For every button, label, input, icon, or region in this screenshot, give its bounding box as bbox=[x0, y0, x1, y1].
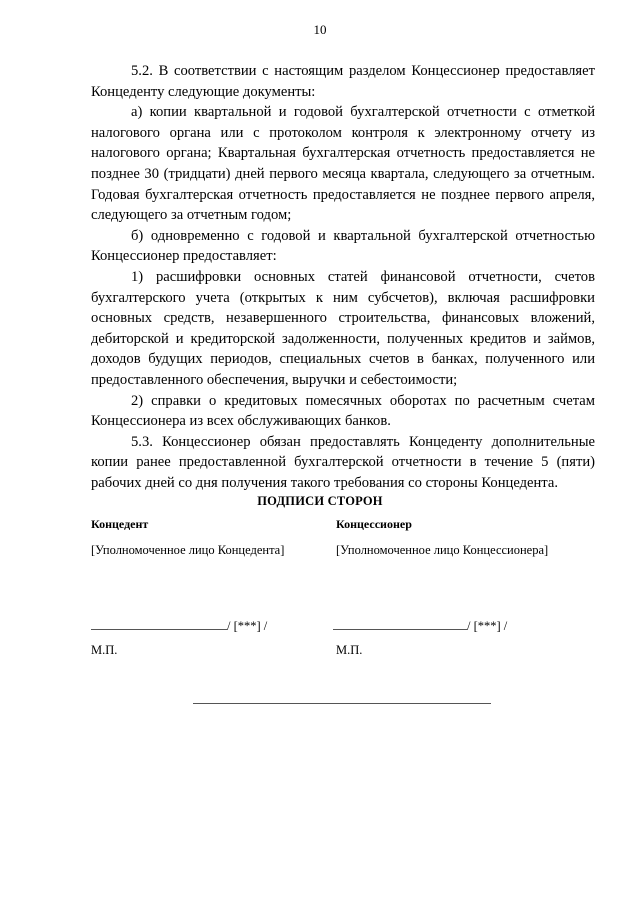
concessionaire-representative: [Уполномоченное лицо Концессионера] bbox=[336, 543, 549, 557]
concessionaire-stamp-label: М.П. bbox=[336, 643, 363, 657]
signatures-title: ПОДПИСИ СТОРОН bbox=[257, 494, 383, 508]
grantor-representative: [Уполномоченное лицо Концедента] bbox=[91, 543, 285, 557]
paragraph-item-b: б) одновременно с годовой и квартальной бухгалтерской отчетностью Концессионер предоставляет: bbox=[91, 227, 595, 265]
concessionaire-signature-line bbox=[333, 617, 467, 630]
paragraph-5-2: 5.2. В соответствии с настоящим разделом Концессионер предоставляет Концеденту следующие документы: bbox=[91, 63, 595, 100]
grantor-signature-suffix: / [***] / bbox=[227, 619, 268, 633]
concessionaire-signature-block bbox=[333, 617, 507, 634]
concessionaire-label: Концессионер bbox=[336, 517, 412, 531]
grantor-signature-line bbox=[91, 617, 227, 630]
end-of-document-rule bbox=[193, 703, 491, 704]
paragraph-item-a: а) копии квартальной и годовой бухгалтерской отчетности с отметкой налогового органа или с протоколом контроля к электронному отчету из налогового органа; Квартальная бухгалтерская отчетность предоставляется не позднее 30 (тридцати) дней первого месяца квартала, следующего за отчетным. Годовая бухгалтерская отчетность предоставляется не позднее первого апреля, следующего за отчетным годом; bbox=[91, 104, 595, 224]
paragraph-subitem-2: 2) справки о кредитовых помесячных оборотах по расчетным счетам Концессионера из всех обслуживающих банков. bbox=[91, 392, 595, 430]
grantor-stamp-label: М.П. bbox=[91, 643, 118, 657]
paragraph-subitem-1: 1) расшифровки основных статей финансовой отчетности, счетов бухгалтерского учета (открытых к ним субсчетов), включая расшифровки основных средств, незавершенного строительства, финансовых вложений, дебиторской и кредиторской задолженности, полученных кредитов и займов, доходов будущих периодов, специальных счетов в банках, полученного или предоставленного обеспечения, выручки и себестоимости; bbox=[91, 268, 595, 388]
grantor-signature-block bbox=[91, 617, 267, 634]
grantor-label: Концедент bbox=[91, 517, 149, 531]
paragraph-5-3: 5.3. Концессионер обязан предоставлять Концеденту дополнительные копии ранее предоставленной бухгалтерской отчетности в течение 5 (пяти) рабочих дней со дня получения такого требования со стороны Концедента. bbox=[91, 433, 595, 491]
concessionaire-signature-suffix: / [***] / bbox=[467, 619, 508, 633]
contract-body bbox=[91, 61, 595, 493]
page-number: 10 bbox=[313, 22, 327, 37]
